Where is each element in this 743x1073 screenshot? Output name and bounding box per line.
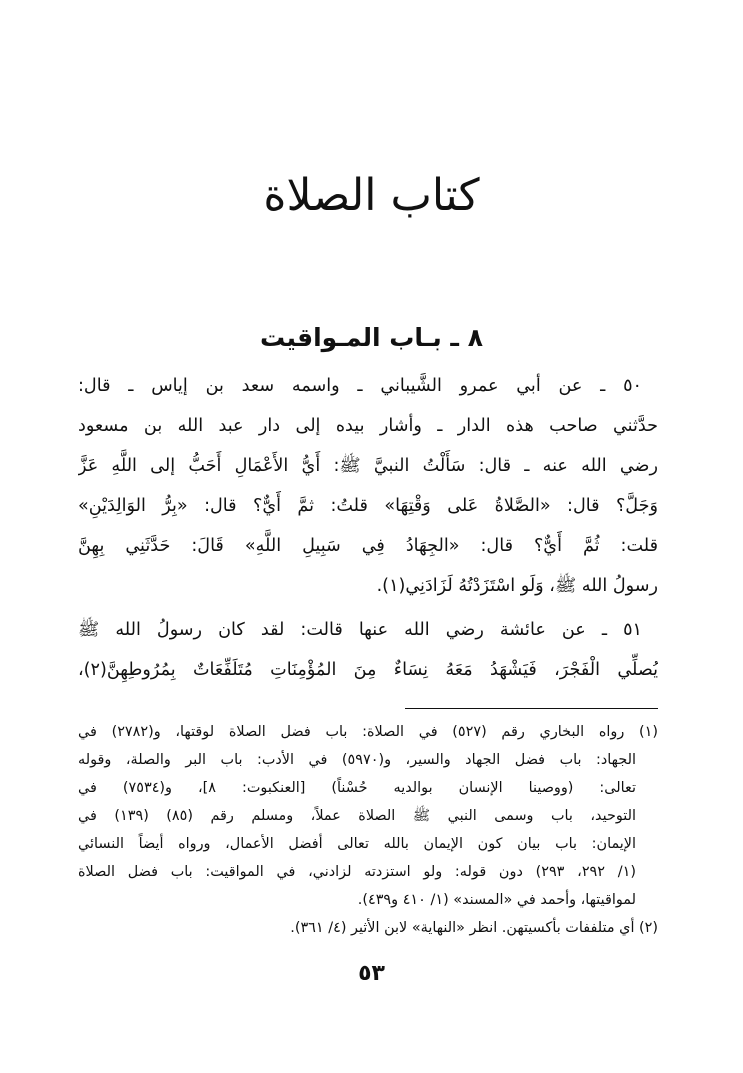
hadith-50-line-5: قلت: ثُمَّ أَيٌّ؟ قال: «الجِهَادُ فِي سَبِيلِ اللَّهِ» قَالَ: حَدَّثَنِي بِهِنَّ [78,536,658,556]
footnote-1-line-2: الجهاد: باب فضل الجهاد والسير، و(٥٩٧٠) في الأدب: باب البر والصلة، وقوله [78,752,636,768]
hadith-51 [78,610,658,690]
footnote-1-line-3: تعالى: (ووصينا الإنسان بوالديه حُسْناً) [العنكبوت: ٨]، و(٧٥٣٤) في [78,780,636,796]
chapter-heading: ٨ ـ بـاب المـواقيت [260,323,483,352]
footnote-1-line-1: (١) رواه البخاري رقم (٥٢٧) في الصلاة: باب فضل الصلاة لوقتها، و(٢٧٨٢) في [78,724,658,740]
hadith-50-line-4: وَجَلَّ؟ قال: «الصَّلاةُ عَلى وَقْتِهَا» قلتُ: ثمَّ أَيٌّ؟ قال: «بِرُّ الوَالِدَيْنِ» [78,496,658,516]
footnote-1-line-6: (١/ ٢٩٢، ٢٩٣) دون قوله: ولو استزدته لزادني، في المواقيت: باب فضل الصلاة [78,864,636,880]
hadith-50-line-2: حدَّثني صاحب هذه الدار ـ وأشار بيده إلى دار عبد الله بن مسعود [78,416,658,436]
hadith-51-line-1: ٥١ ـ عن عائشة رضي الله عنها قالت: لقد كان رسولُ الله ﷺ [78,620,642,640]
hadith-50-line-1: ٥٠ ـ عن أبي عمرو الشَّيباني ـ واسمه سعد بن إياس ـ قال: [78,376,642,396]
footnote-1-line-5: الإيمان: باب بيان كون الإيمان بالله تعالى أفضل الأعمال، ورواه أيضاً النسائي [78,836,636,852]
hadith-50 [78,366,658,606]
book-title: كتاب الصلاة [263,170,480,221]
footnote-1-line-7: لمواقيتها، وأحمد في «المسند» (١/ ٤١٠ و٤٣٩). [357,892,636,908]
hadith-50-line-6: رسولُ الله ﷺ، وَلَو اسْتَزَدْتُهُ لَزَادَنِي(١). [376,576,658,596]
hadith-50-line-3: رضي الله عنه ـ قال: سَأَلْتُ النبيَّ ﷺ: أَيُّ الأَعْمَالِ أَحَبُّ إلى اللَّهِ عَزَّ [78,456,658,476]
footnote-divider [405,708,658,709]
page-number: ٥٣ [358,961,385,986]
footnote-1-line-4: التوحيد، باب وسمى النبي ﷺ الصلاة عملاً، ومسلم رقم (٨٥) (١٣٩) في [78,808,637,824]
hadith-51-line-2: يُصلِّي الْفَجْرَ، فَيَشْهَدُ مَعَهُ نِسَاءٌ مِنَ المُؤْمِنَاتِ مُتَلَفِّعَاتٌ بِمُرُوطِهِنَّ(٢)، [78,660,658,680]
footnote-2: (٢) أي متلففات بأكسيتهن. انظر «النهاية» لابن الأثير (٤/ ٣٦١). [290,920,658,936]
footnotes [78,718,658,942]
